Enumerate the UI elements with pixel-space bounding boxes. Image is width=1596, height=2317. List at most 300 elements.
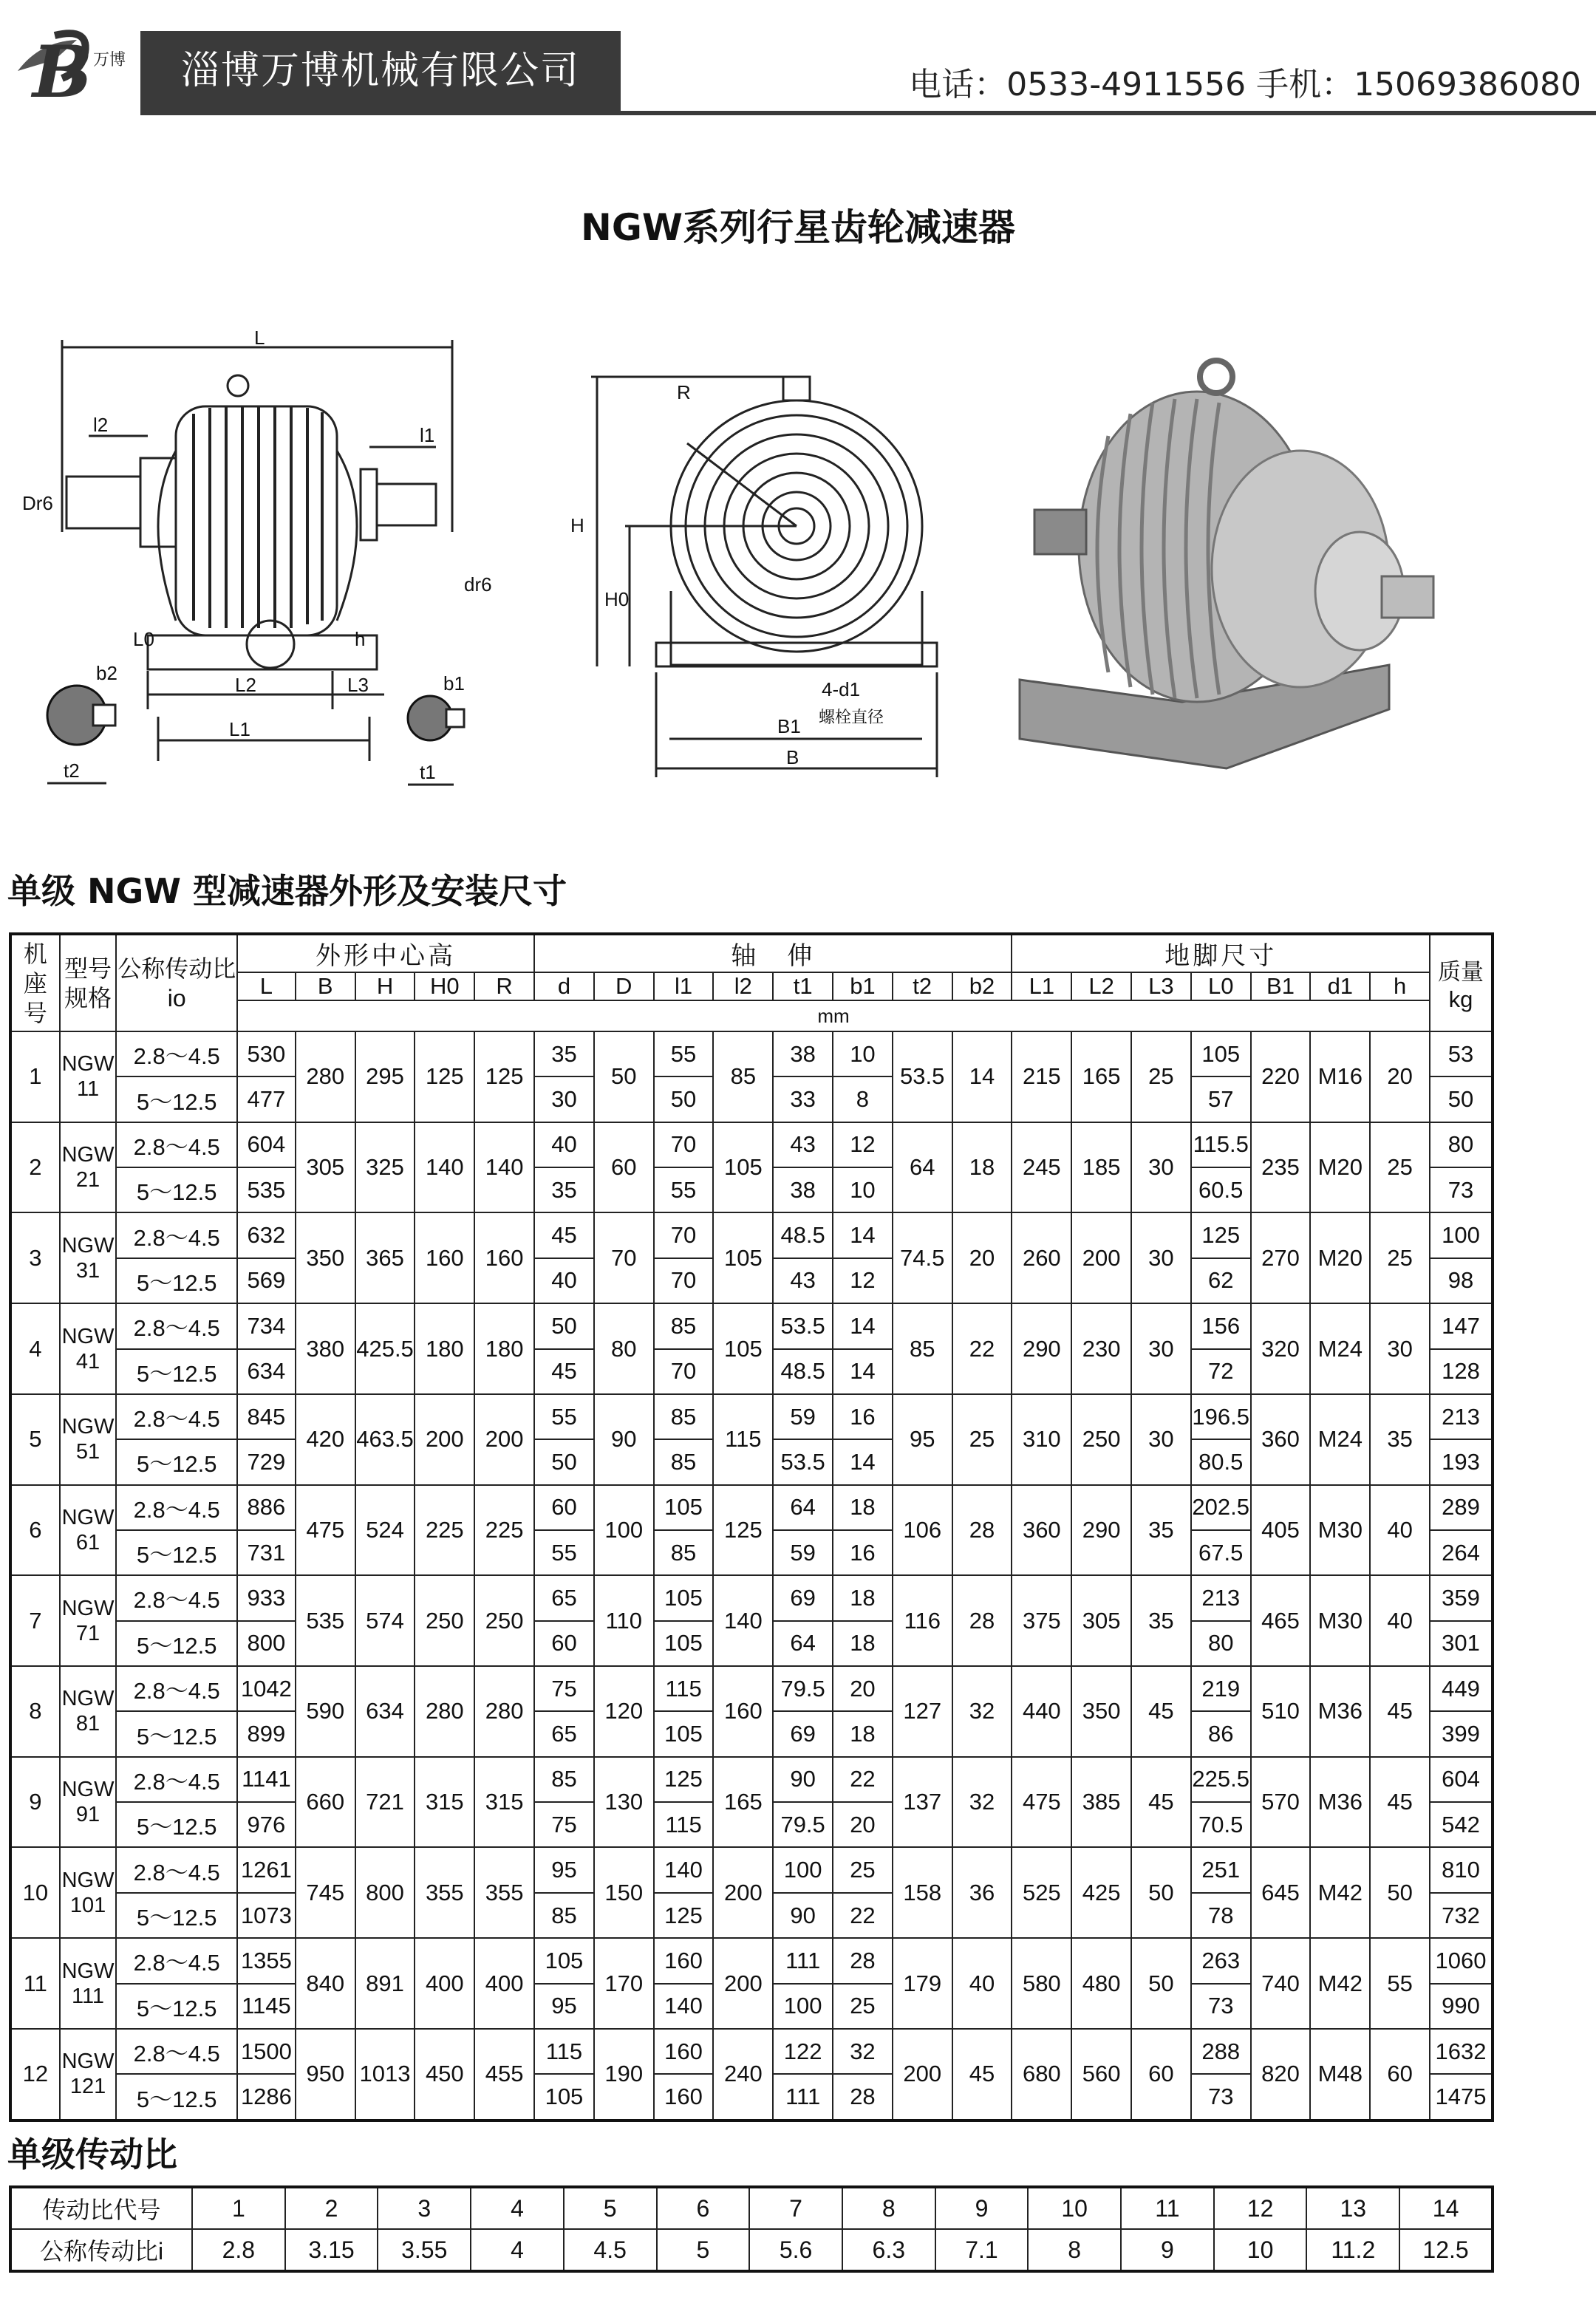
cell-m: 213	[1430, 1394, 1493, 1439]
cell-L0: 73	[1191, 2074, 1251, 2120]
cell-b1: 10	[833, 1031, 893, 1076]
cell-ratio: 5～12.5	[116, 1167, 237, 1212]
cell-m: 193	[1430, 1439, 1493, 1484]
cell-m: 53	[1430, 1031, 1493, 1076]
cell-B: 745	[296, 1847, 355, 1938]
dim-H0: H0	[604, 588, 630, 610]
cell-L: 899	[237, 1711, 296, 1756]
cell-l2: 85	[713, 1031, 773, 1122]
cell-seat: 7	[10, 1575, 60, 1666]
cell-d1: M42	[1310, 1938, 1370, 2029]
table-row	[10, 1666, 1493, 1711]
cell-L3: 50	[1131, 1847, 1191, 1938]
cell-B: 420	[296, 1394, 355, 1485]
dim-Dr6: Dr6	[22, 492, 53, 514]
ratio-code: 1	[192, 2187, 285, 2229]
cell-L: 1073	[237, 1893, 296, 1938]
cell-b2: 25	[952, 1394, 1012, 1485]
cell-B1: 235	[1251, 1122, 1311, 1213]
cell-seat: 9	[10, 1757, 60, 1848]
cell-R: 200	[474, 1394, 534, 1485]
table-row	[10, 1757, 1493, 1802]
cell-d1: M36	[1310, 1666, 1370, 1757]
cell-L: 1141	[237, 1757, 296, 1802]
cell-ratio: 2.8～4.5	[116, 1757, 237, 1802]
cell-H0: 180	[415, 1303, 474, 1394]
cell-h: 25	[1370, 1122, 1430, 1213]
cell-B1: 270	[1251, 1212, 1311, 1303]
ratio-code-label: 传动比代号	[10, 2187, 192, 2229]
cell-L0: 70.5	[1191, 1802, 1251, 1847]
cell-H0: 355	[415, 1847, 474, 1938]
table-row	[10, 1212, 1493, 1258]
col-l1: l1	[654, 972, 714, 1000]
cell-t1: 43	[773, 1258, 833, 1303]
cell-b1: 20	[833, 1802, 893, 1847]
cell-L1: 680	[1012, 2029, 1071, 2120]
cell-b1: 16	[833, 1394, 893, 1439]
side-view-drawing	[22, 327, 492, 785]
cell-L1: 245	[1012, 1122, 1071, 1213]
group-shaft: 轴 伸	[534, 934, 1012, 972]
table-row	[10, 1122, 1493, 1167]
ratio-value: 10	[1214, 2229, 1307, 2271]
cell-b1: 22	[833, 1757, 893, 1802]
cell-m: 399	[1430, 1711, 1493, 1756]
cell-L0: 115.5	[1191, 1122, 1251, 1167]
cell-seat: 12	[10, 2029, 60, 2120]
cell-b2: 32	[952, 1757, 1012, 1848]
cell-l2: 105	[713, 1303, 773, 1394]
ratio-code: 8	[842, 2187, 935, 2229]
cell-ratio: 5～12.5	[116, 1621, 237, 1666]
cell-L2: 480	[1071, 1938, 1131, 2029]
cell-L3: 30	[1131, 1303, 1191, 1394]
cell-L: 976	[237, 1802, 296, 1847]
col-ratio: 公称传动比io	[116, 934, 237, 1031]
cell-H0: 400	[415, 1938, 474, 2029]
cell-B1: 740	[1251, 1938, 1311, 2029]
col-D: D	[594, 972, 654, 1000]
ratio-code: 13	[1306, 2187, 1399, 2229]
cell-m: 289	[1430, 1485, 1493, 1530]
dim-b2: b2	[96, 662, 117, 684]
ratio-value: 5.6	[749, 2229, 842, 2271]
cell-model: NGW 31	[60, 1212, 117, 1303]
page-header	[0, 0, 1596, 126]
table-row	[10, 1485, 1493, 1530]
cell-L: 632	[237, 1212, 296, 1258]
cell-h: 20	[1370, 1031, 1430, 1122]
company-name: 淄博万博机械有限公司	[140, 31, 621, 111]
col-B1: B1	[1251, 972, 1311, 1000]
cell-L: 886	[237, 1485, 296, 1530]
cell-t1: 69	[773, 1575, 833, 1620]
cell-model: NGW 41	[60, 1303, 117, 1394]
cell-L3: 45	[1131, 1666, 1191, 1757]
cell-ratio: 5～12.5	[116, 1893, 237, 1938]
cell-t1: 33	[773, 1076, 833, 1122]
cell-B1: 405	[1251, 1485, 1311, 1576]
cell-R: 355	[474, 1847, 534, 1938]
unit-row: mm	[237, 1000, 1430, 1031]
cell-d: 95	[534, 1847, 594, 1892]
group-outline: 外形中心高	[237, 934, 534, 972]
cell-R: 280	[474, 1666, 534, 1757]
cell-ratio: 5～12.5	[116, 1802, 237, 1847]
cell-L: 604	[237, 1122, 296, 1167]
cell-b1: 20	[833, 1666, 893, 1711]
cell-H: 634	[355, 1666, 415, 1757]
cell-B1: 570	[1251, 1757, 1311, 1848]
cell-m: 80	[1430, 1122, 1493, 1167]
table-row	[10, 1575, 1493, 1620]
cell-L1: 525	[1012, 1847, 1071, 1938]
cell-m: 604	[1430, 1757, 1493, 1802]
cell-L0: 225.5	[1191, 1757, 1251, 1802]
cell-L0: 202.5	[1191, 1485, 1251, 1530]
ratio-value: 12.5	[1399, 2229, 1493, 2271]
cell-h: 35	[1370, 1394, 1430, 1485]
col-H0: H0	[415, 972, 474, 1000]
cell-d1: M42	[1310, 1847, 1370, 1938]
cell-B1: 510	[1251, 1666, 1311, 1757]
cell-L0: 86	[1191, 1711, 1251, 1756]
cell-L2: 290	[1071, 1485, 1131, 1576]
cell-R: 140	[474, 1122, 534, 1213]
cell-b2: 14	[952, 1031, 1012, 1122]
cell-H: 425.5	[355, 1303, 415, 1394]
cell-L0: 213	[1191, 1575, 1251, 1620]
cell-d: 45	[534, 1212, 594, 1258]
col-b2: b2	[952, 972, 1012, 1000]
cell-B: 950	[296, 2029, 355, 2120]
cell-b1: 32	[833, 2029, 893, 2074]
cell-L: 1042	[237, 1666, 296, 1711]
cell-L1: 475	[1012, 1757, 1071, 1848]
cell-L3: 60	[1131, 2029, 1191, 2120]
ratio-code: 14	[1399, 2187, 1493, 2229]
cell-L: 1261	[237, 1847, 296, 1892]
cell-l1: 85	[654, 1394, 714, 1439]
cell-L0: 67.5	[1191, 1530, 1251, 1575]
ratio-code: 5	[564, 2187, 657, 2229]
cell-L0: 105	[1191, 1031, 1251, 1076]
cell-h: 45	[1370, 1666, 1430, 1757]
cell-seat: 5	[10, 1394, 60, 1485]
ratio-code: 2	[285, 2187, 378, 2229]
col-H: H	[355, 972, 415, 1000]
cell-b1: 14	[833, 1439, 893, 1484]
cell-b1: 14	[833, 1349, 893, 1394]
cell-t1: 90	[773, 1893, 833, 1938]
cell-t2: 53.5	[893, 1031, 952, 1122]
col-t1: t1	[773, 972, 833, 1000]
cell-L: 1286	[237, 2074, 296, 2120]
cell-H: 524	[355, 1485, 415, 1576]
cell-L0: 78	[1191, 1893, 1251, 1938]
group-foot: 地脚尺寸	[1012, 934, 1430, 972]
cell-model: NGW 11	[60, 1031, 117, 1122]
ratio-code: 9	[935, 2187, 1029, 2229]
cell-D: 90	[594, 1394, 654, 1485]
cell-l1: 160	[654, 2029, 714, 2074]
col-seat: 机座号	[10, 934, 60, 1031]
cell-m: 810	[1430, 1847, 1493, 1892]
cell-l2: 240	[713, 2029, 773, 2120]
cell-b2: 32	[952, 1666, 1012, 1757]
cell-m: 128	[1430, 1349, 1493, 1394]
col-L1: L1	[1012, 972, 1071, 1000]
cell-L: 845	[237, 1394, 296, 1439]
page-title: NGW系列行星齿轮减速器	[580, 206, 1016, 249]
cell-H0: 225	[415, 1485, 474, 1576]
col-L0: L0	[1191, 972, 1251, 1000]
cell-b1: 14	[833, 1212, 893, 1258]
ratio-code: 4	[471, 2187, 564, 2229]
cell-d: 85	[534, 1757, 594, 1802]
cell-L0: 125	[1191, 1212, 1251, 1258]
cell-l1: 105	[654, 1711, 714, 1756]
cell-H: 295	[355, 1031, 415, 1122]
ratio-code: 6	[657, 2187, 750, 2229]
cell-D: 80	[594, 1303, 654, 1394]
cell-D: 190	[594, 2029, 654, 2120]
cell-L: 729	[237, 1439, 296, 1484]
cell-l2: 105	[713, 1212, 773, 1303]
cell-l2: 160	[713, 1666, 773, 1757]
cell-d1: M36	[1310, 1757, 1370, 1848]
cell-b1: 18	[833, 1575, 893, 1620]
logo-text: 万博	[93, 51, 126, 69]
cell-H: 800	[355, 1847, 415, 1938]
cell-t2: 106	[893, 1485, 952, 1576]
cell-d: 75	[534, 1802, 594, 1847]
cell-d1: M48	[1310, 2029, 1370, 2120]
cell-H: 721	[355, 1757, 415, 1848]
ratio-value: 3.15	[285, 2229, 378, 2271]
cell-H: 365	[355, 1212, 415, 1303]
dim-h: h	[355, 628, 366, 650]
company-logo	[10, 27, 126, 114]
cell-D: 60	[594, 1122, 654, 1213]
cell-ratio: 2.8～4.5	[116, 1031, 237, 1076]
cell-ratio: 2.8～4.5	[116, 1666, 237, 1711]
cell-R: 225	[474, 1485, 534, 1576]
table-row	[10, 1031, 1493, 1076]
cell-t1: 59	[773, 1530, 833, 1575]
table-row	[10, 1847, 1493, 1892]
cell-B: 535	[296, 1575, 355, 1666]
cell-b1: 16	[833, 1530, 893, 1575]
cell-m: 1632	[1430, 2029, 1493, 2074]
cell-t1: 53.5	[773, 1303, 833, 1348]
cell-L2: 560	[1071, 2029, 1131, 2120]
dim-t1: t1	[420, 761, 436, 783]
cell-model: NGW 81	[60, 1666, 117, 1757]
contact-info: 电话：0533-4911556 手机：15069386080	[909, 66, 1581, 103]
cell-l1: 50	[654, 1076, 714, 1122]
cell-h: 45	[1370, 1757, 1430, 1848]
dim-H: H	[570, 514, 584, 536]
ratio-value: 2.8	[192, 2229, 285, 2271]
cell-L: 569	[237, 1258, 296, 1303]
ratio-value: 3.55	[378, 2229, 471, 2271]
cell-ratio: 5～12.5	[116, 2074, 237, 2120]
cell-d1: M16	[1310, 1031, 1370, 1122]
cell-L0: 196.5	[1191, 1394, 1251, 1439]
cell-t1: 38	[773, 1167, 833, 1212]
cell-d: 60	[534, 1621, 594, 1666]
cell-t2: 200	[893, 2029, 952, 2120]
cell-h: 55	[1370, 1938, 1430, 2029]
cell-m: 100	[1430, 1212, 1493, 1258]
cell-d1: M24	[1310, 1394, 1370, 1485]
cell-t2: 137	[893, 1757, 952, 1848]
cell-m: 147	[1430, 1303, 1493, 1348]
ratio-code: 12	[1214, 2187, 1307, 2229]
cell-R: 315	[474, 1757, 534, 1848]
cell-d: 85	[534, 1893, 594, 1938]
technical-drawings	[0, 325, 1596, 813]
cell-model: NGW 101	[60, 1847, 117, 1938]
dim-L2: L2	[235, 674, 256, 696]
cell-b1: 28	[833, 1938, 893, 1983]
cell-m: 50	[1430, 1076, 1493, 1122]
ratio-code: 3	[378, 2187, 471, 2229]
cell-m: 1475	[1430, 2074, 1493, 2120]
cell-m: 449	[1430, 1666, 1493, 1711]
cell-l1: 105	[654, 1485, 714, 1530]
table-row	[10, 1938, 1493, 1983]
cell-ratio: 5～12.5	[116, 1530, 237, 1575]
cell-d: 65	[534, 1575, 594, 1620]
cell-L2: 165	[1071, 1031, 1131, 1122]
cell-D: 70	[594, 1212, 654, 1303]
cell-seat: 1	[10, 1031, 60, 1122]
cell-seat: 6	[10, 1485, 60, 1576]
cell-t1: 111	[773, 2074, 833, 2120]
cell-b2: 45	[952, 2029, 1012, 2120]
cell-d: 30	[534, 1076, 594, 1122]
cell-L: 1500	[237, 2029, 296, 2074]
cell-B1: 320	[1251, 1303, 1311, 1394]
cell-model: NGW 111	[60, 1938, 117, 2029]
cell-ratio: 2.8～4.5	[116, 1485, 237, 1530]
cell-L0: 80.5	[1191, 1439, 1251, 1484]
col-L2: L2	[1071, 972, 1131, 1000]
cell-d1: M30	[1310, 1485, 1370, 1576]
cell-t1: 48.5	[773, 1212, 833, 1258]
cell-d: 50	[534, 1303, 594, 1348]
col-L: L	[237, 972, 296, 1000]
cell-H0: 280	[415, 1666, 474, 1757]
col-b1: b1	[833, 972, 893, 1000]
dim-B: B	[786, 746, 799, 768]
cell-ratio: 5～12.5	[116, 1984, 237, 2029]
cell-d: 50	[534, 1439, 594, 1484]
cell-t1: 100	[773, 1984, 833, 2029]
cell-R: 250	[474, 1575, 534, 1666]
dim-b1: b1	[443, 672, 465, 695]
cell-b1: 12	[833, 1258, 893, 1303]
cell-t2: 179	[893, 1938, 952, 2029]
col-d: d	[534, 972, 594, 1000]
cell-L3: 35	[1131, 1485, 1191, 1576]
dim-l1: l1	[420, 424, 435, 446]
cell-d: 35	[534, 1167, 594, 1212]
cell-L1: 440	[1012, 1666, 1071, 1757]
cell-l1: 115	[654, 1802, 714, 1847]
cell-L: 535	[237, 1167, 296, 1212]
cell-seat: 4	[10, 1303, 60, 1394]
cell-ratio: 5～12.5	[116, 1076, 237, 1122]
col-R: R	[474, 972, 534, 1000]
cell-B1: 360	[1251, 1394, 1311, 1485]
cell-H: 1013	[355, 2029, 415, 2120]
cell-ratio: 5～12.5	[116, 1711, 237, 1756]
cell-d1: M30	[1310, 1575, 1370, 1666]
col-t2: t2	[893, 972, 952, 1000]
dim-L1: L1	[229, 718, 250, 740]
cell-l2: 165	[713, 1757, 773, 1848]
cell-B: 350	[296, 1212, 355, 1303]
cell-L2: 385	[1071, 1757, 1131, 1848]
cell-D: 120	[594, 1666, 654, 1757]
cell-L3: 25	[1131, 1031, 1191, 1122]
cell-m: 359	[1430, 1575, 1493, 1620]
cell-L: 477	[237, 1076, 296, 1122]
cell-t1: 38	[773, 1031, 833, 1076]
cell-b1: 22	[833, 1893, 893, 1938]
cell-L0: 156	[1191, 1303, 1251, 1348]
cell-ratio: 5～12.5	[116, 1349, 237, 1394]
ratio-code: 11	[1121, 2187, 1214, 2229]
col-h: h	[1370, 972, 1430, 1000]
cell-L: 731	[237, 1530, 296, 1575]
cell-L0: 80	[1191, 1621, 1251, 1666]
ratio-code: 10	[1028, 2187, 1121, 2229]
cell-H0: 450	[415, 2029, 474, 2120]
cell-t2: 116	[893, 1575, 952, 1666]
cell-m: 732	[1430, 1893, 1493, 1938]
cell-L2: 185	[1071, 1122, 1131, 1213]
cell-R: 455	[474, 2029, 534, 2120]
cell-l1: 105	[654, 1575, 714, 1620]
cell-L0: 251	[1191, 1847, 1251, 1892]
cell-ratio: 2.8～4.5	[116, 1212, 237, 1258]
cell-seat: 8	[10, 1666, 60, 1757]
cell-d: 55	[534, 1394, 594, 1439]
cell-t1: 122	[773, 2029, 833, 2074]
cell-l1: 125	[654, 1757, 714, 1802]
ratio-value-label: 公称传动比i	[10, 2229, 192, 2271]
cell-model: NGW 21	[60, 1122, 117, 1213]
cell-L3: 30	[1131, 1122, 1191, 1213]
cell-b1: 28	[833, 2074, 893, 2120]
cell-d: 35	[534, 1031, 594, 1076]
cell-b2: 40	[952, 1938, 1012, 2029]
cell-l1: 105	[654, 1621, 714, 1666]
ratio-value: 8	[1028, 2229, 1121, 2271]
cell-ratio: 5～12.5	[116, 1258, 237, 1303]
section-title-dimensions: 单级 NGW 型减速器外形及安装尺寸	[7, 871, 567, 911]
cell-L2: 230	[1071, 1303, 1131, 1394]
cell-l1: 85	[654, 1303, 714, 1348]
cell-b1: 14	[833, 1303, 893, 1348]
cell-L: 1355	[237, 1938, 296, 1983]
cell-L: 800	[237, 1621, 296, 1666]
